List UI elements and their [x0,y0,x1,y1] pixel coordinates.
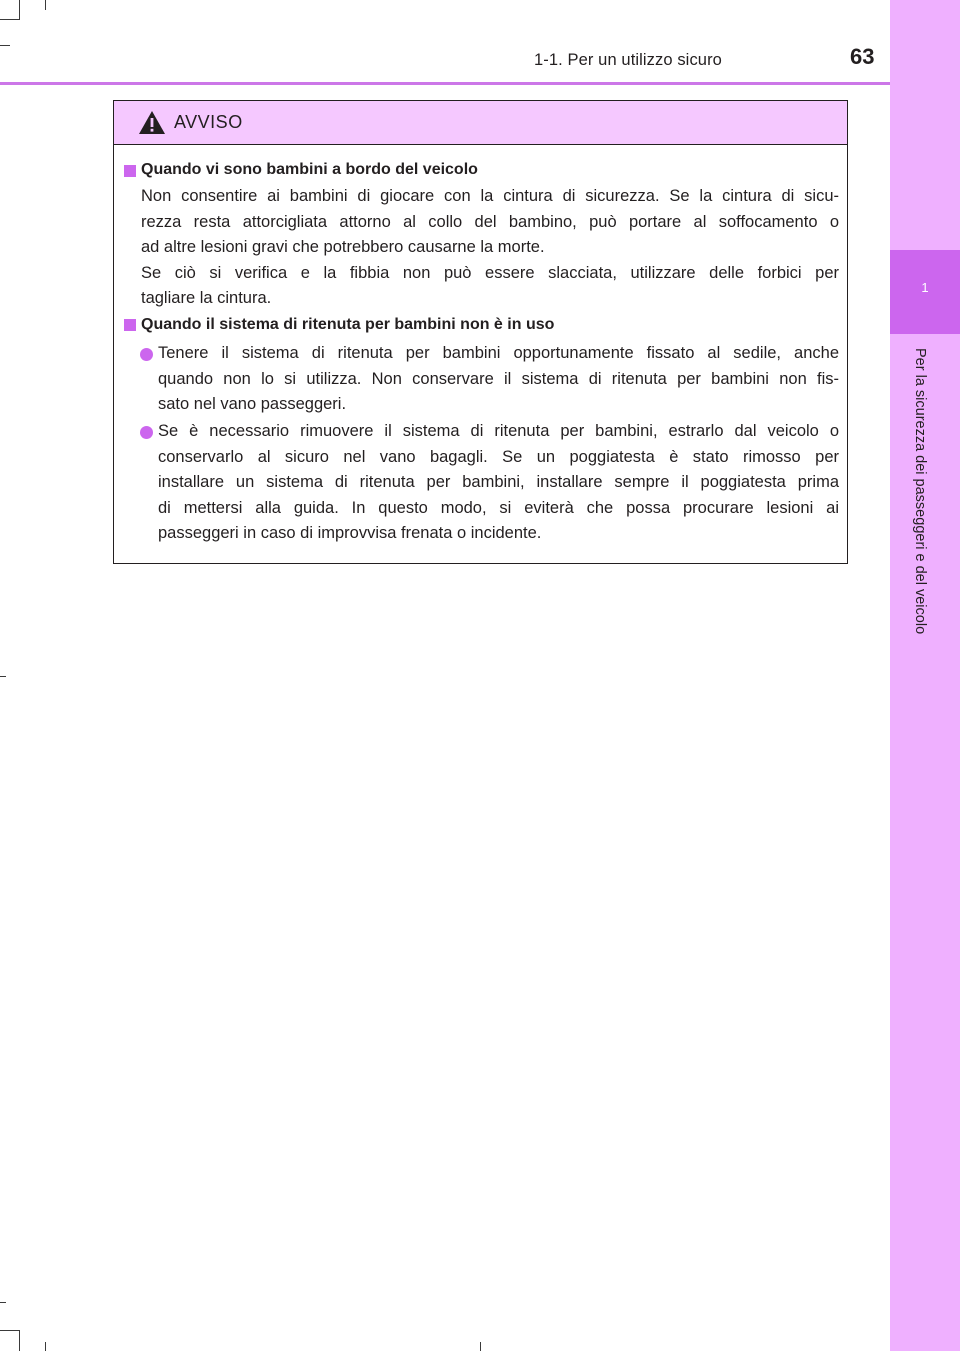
crop-mark [0,1302,6,1303]
paragraph-line: di mettersi alla guida. In questo modo, si eviterà che possa procurare lesioni ai [158,498,839,517]
warning-header [114,101,847,145]
crop-mark [0,1330,20,1331]
section-marker-icon [124,165,136,177]
chapter-title: Per la sicurezza dei passeggeri e del veicolo [912,348,928,635]
crop-mark [0,676,6,677]
crop-mark [0,19,20,20]
section-heading: Quando vi sono bambini a bordo del veicolo [141,161,478,178]
paragraph-line: conservarlo al sicuro nel vano bagagli. Se un poggiatesta è stato rimosso per [158,447,839,466]
crop-mark [19,0,20,20]
paragraph-line: quando non lo si utilizza. Non conservare il sistema di ritenuta per bambini non fis- [158,369,839,388]
paragraph-line: ad altre lesioni gravi che potrebbero causarne la morte. [141,238,545,256]
paragraph-line: installare un sistema di ritenuta per bambini, installare sempre il poggiatesta prima [158,473,839,491]
bullet-paragraph [158,419,839,547]
paragraph-line: Non consentire ai bambini di giocare con la cintura di sicurezza. Se la cintura di sicu- [141,187,839,205]
crop-mark [19,1330,20,1351]
chapter-side-tab [890,0,960,1351]
crop-mark [480,1342,481,1351]
paragraph-line: tagliare la cintura. [141,289,272,307]
bullet-paragraph [158,341,839,418]
crop-mark [0,45,10,46]
crop-mark [45,1342,46,1351]
header-rule [0,82,890,85]
paragraph-line: rezza resta attorcigliata attorno al collo del bambino, può portare al soffocamento o [141,212,839,231]
page-number: 63 [850,44,875,69]
paragraph-line: passeggeri in caso di improvvisa frenata o incidente. [158,524,542,542]
paragraph-line: Se ciò si verifica e la fibbia non può essere slacciata, utilizzare delle forbici per [141,263,839,282]
crop-mark [45,0,46,10]
chapter-number: 1 [921,280,929,295]
section-heading: Quando il sistema di ritenuta per bambini non è in uso [141,316,555,333]
section-title: 1-1. Per un utilizzo sicuro [534,51,722,69]
paragraph-line: sato nel vano passeggeri. [158,395,347,413]
paragraph-line: Tenere il sistema di ritenuta per bambini opportunamente fissato al sedile, anche [158,344,839,362]
bullet-icon [140,348,153,361]
section-marker-icon [124,319,136,331]
section-paragraph [141,184,839,312]
warning-triangle-icon [138,110,166,135]
paragraph-line: Se è necessario rimuovere il sistema di ritenuta per bambini, estrarlo dal veicolo o [158,422,839,440]
warning-title: AVVISO [174,112,243,132]
bullet-icon [140,426,153,439]
